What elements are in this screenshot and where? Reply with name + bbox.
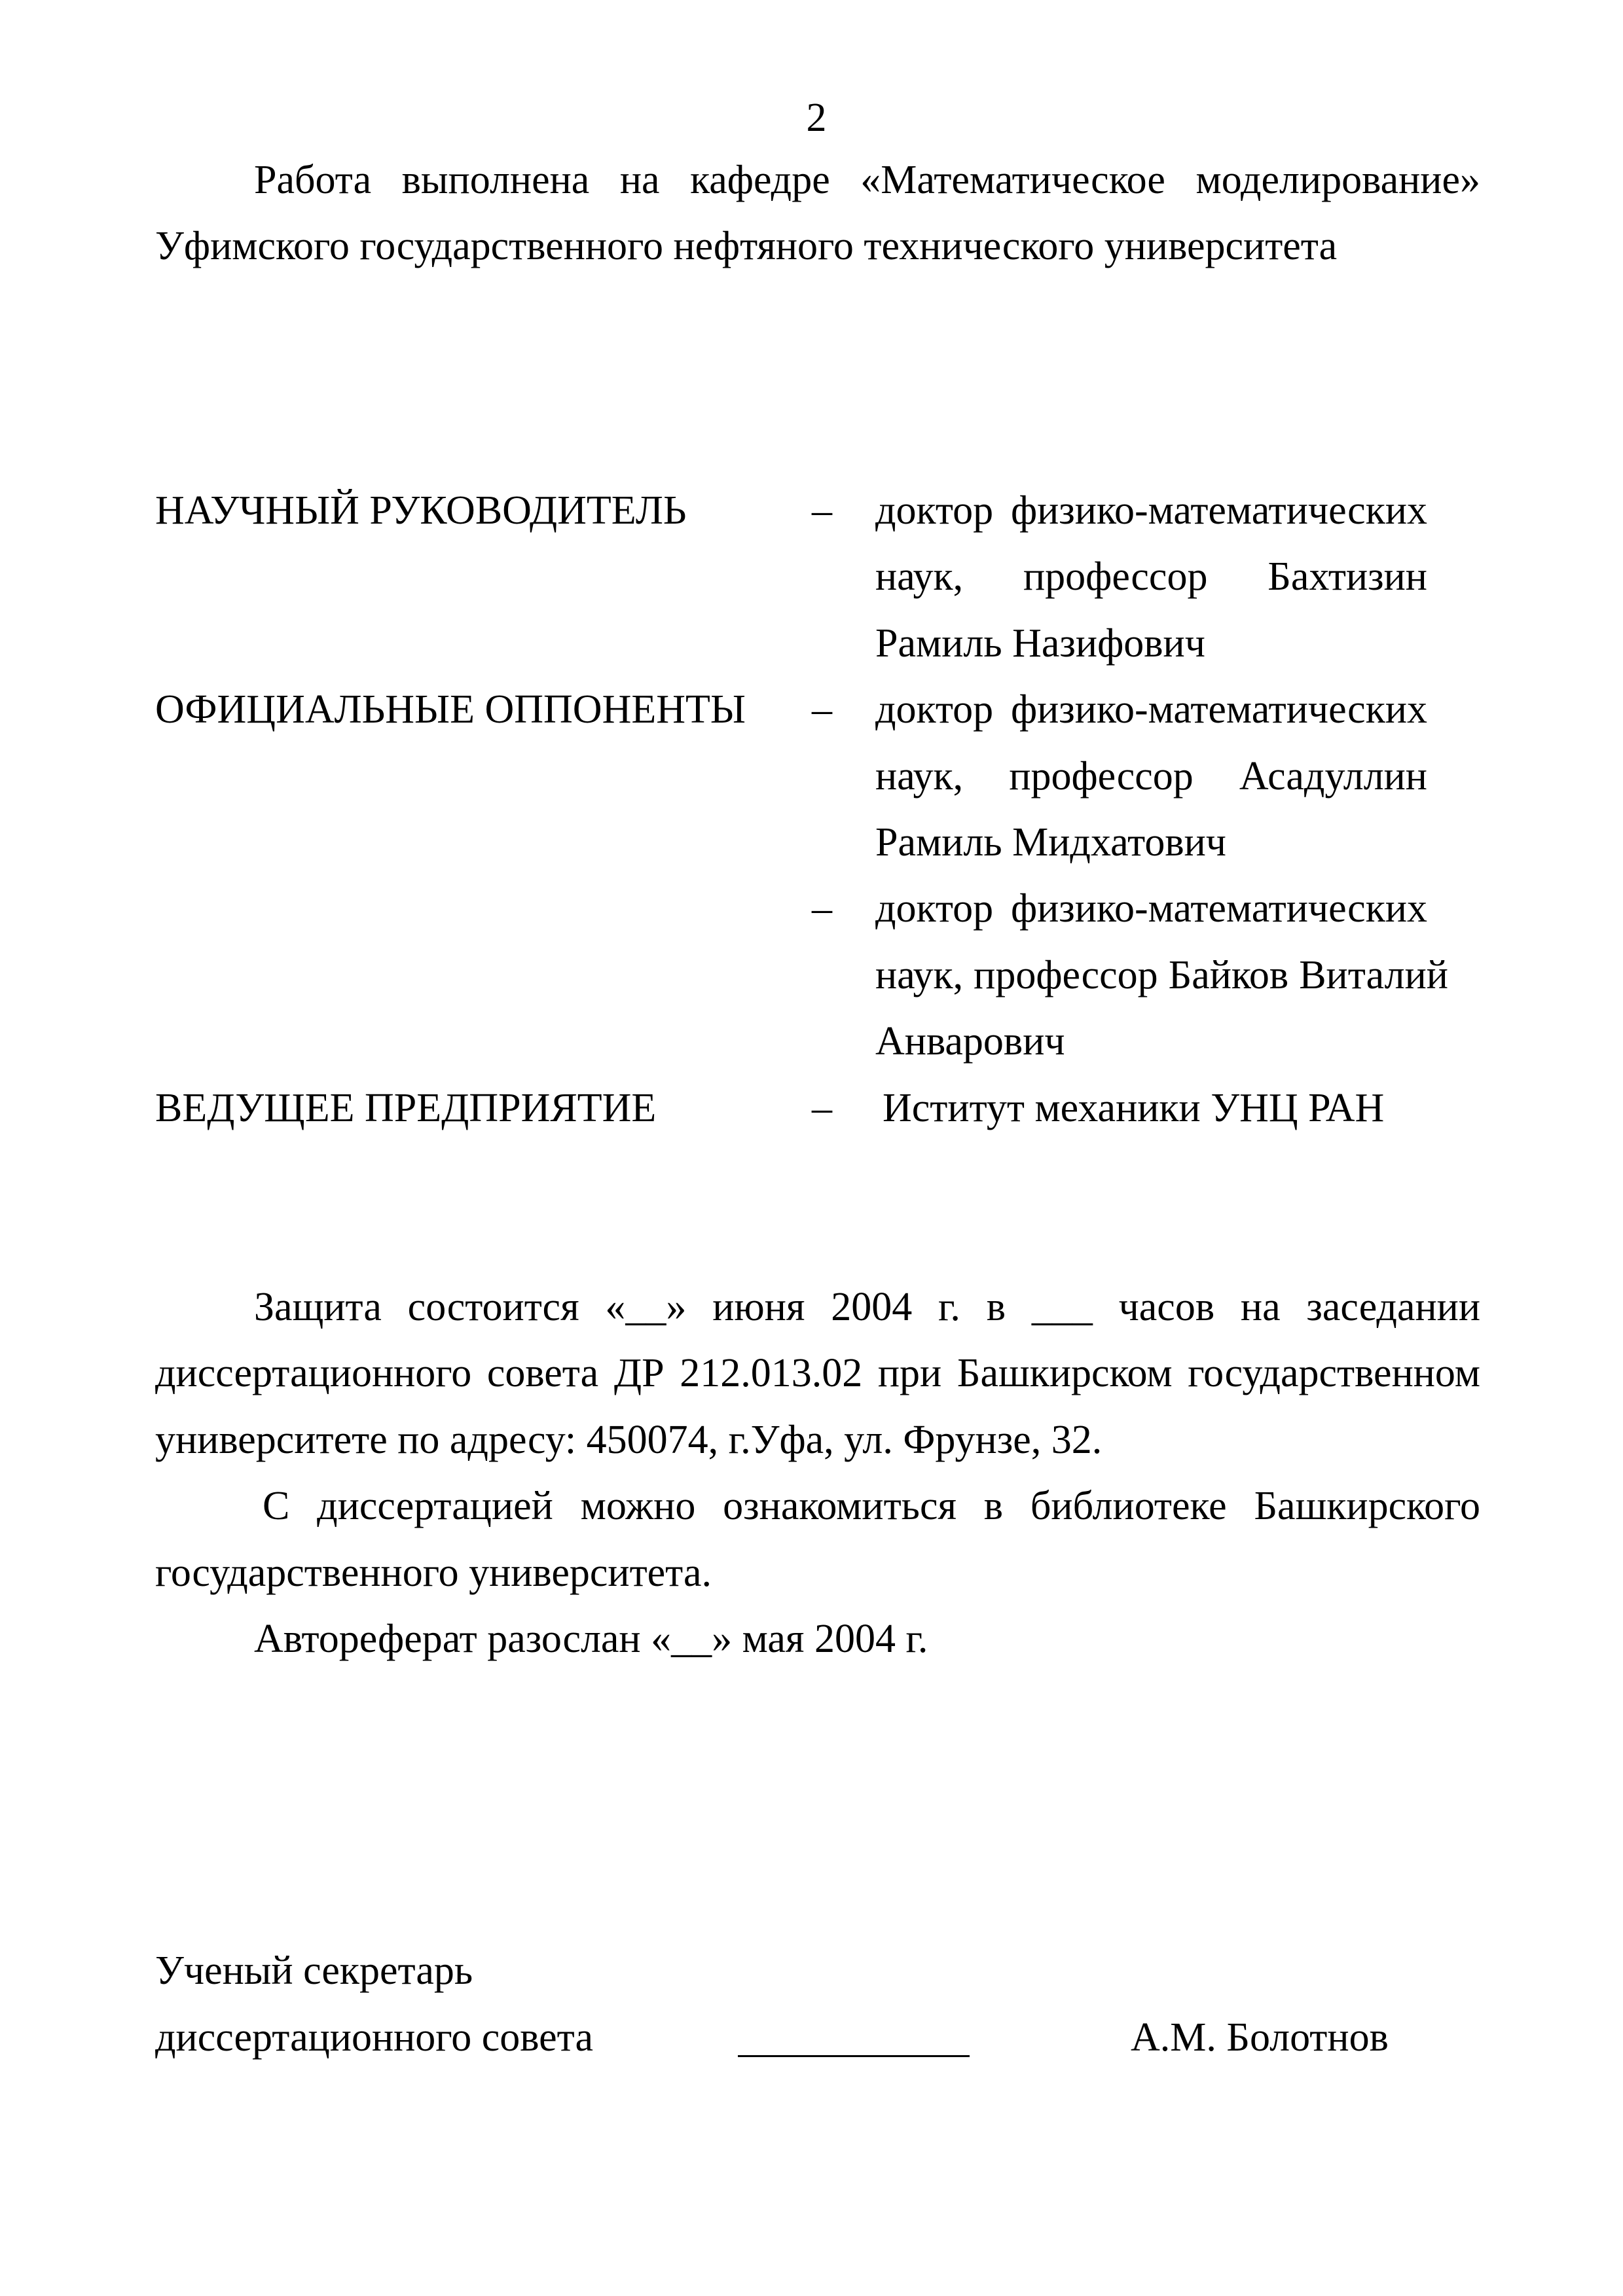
word: «Математическое — [860, 158, 1165, 202]
word: доктор — [875, 886, 994, 931]
intro-line-2: Уфимского государственного нефтяного технического университета — [155, 224, 1338, 268]
library-line-2: государственного университета. — [155, 1551, 712, 1595]
word: часов — [1118, 1285, 1215, 1329]
secretary-title-2: диссертационного совета — [155, 2015, 594, 2060]
word: Бахтизин — [1267, 554, 1427, 599]
dash: – — [812, 886, 832, 931]
word: 212.013.02 — [680, 1351, 863, 1395]
word: физико-математических — [1010, 886, 1427, 931]
word: Башкирском — [957, 1351, 1173, 1395]
word: «__» — [605, 1285, 687, 1329]
word: библиотеке — [1030, 1484, 1227, 1528]
defense-line-2 — [155, 1340, 1480, 1407]
word: С — [263, 1484, 290, 1528]
word: Байков — [1168, 953, 1289, 997]
word: ДР — [613, 1351, 665, 1395]
word: можно — [580, 1484, 696, 1528]
word: профессор — [1009, 754, 1194, 798]
leading-org-value: Иститут механики УНЦ РАН — [883, 1086, 1385, 1130]
word: моделирование» — [1195, 158, 1480, 202]
word: Башкирского — [1254, 1484, 1480, 1528]
mailed-date: Автореферат разослан «__» мая 2004 г. — [254, 1617, 928, 1661]
word: г. — [938, 1285, 960, 1329]
intro-line-1 — [254, 147, 1480, 213]
word: ___ — [1031, 1285, 1093, 1329]
page-number: 2 — [806, 96, 827, 140]
opponent2-line-3: Анварович — [875, 1019, 1065, 1064]
word: заседании — [1306, 1285, 1480, 1329]
word: доктор — [875, 687, 994, 732]
word: наук, — [875, 554, 964, 599]
word: профессор — [974, 953, 1158, 997]
word: профессор — [1023, 554, 1208, 599]
word: доктор — [875, 488, 994, 533]
leading-org-label: ВЕДУЩЕЕ ПРЕДПРИЯТИЕ — [155, 1086, 657, 1130]
word: при — [877, 1351, 942, 1395]
word: диссертацией — [317, 1484, 553, 1528]
dash: – — [812, 1086, 832, 1130]
dash: – — [812, 488, 832, 533]
secretary-name: А.М. Болотнов — [1131, 2015, 1389, 2060]
opponent1-line-3: Рамиль Мидхатович — [875, 820, 1226, 865]
opponents-label: ОФИЦИАЛЬНЫЕ ОППОНЕНТЫ — [155, 687, 746, 732]
word: наук, — [875, 754, 964, 798]
word: наук, — [875, 953, 964, 997]
word: Работа — [254, 158, 372, 202]
opponent1-line-2 — [875, 744, 1427, 810]
defense-line-1 — [254, 1274, 1480, 1340]
supervisor-line-3: Рамиль Назифович — [875, 621, 1205, 666]
word: кафедре — [690, 158, 830, 202]
word: Защита — [254, 1285, 382, 1329]
word: ознакомиться — [723, 1484, 957, 1528]
library-line-1 — [263, 1473, 1480, 1539]
word: на — [1240, 1285, 1281, 1329]
supervisor-line-1 — [875, 478, 1427, 544]
word: июня — [712, 1285, 805, 1329]
opponent2-line-2 — [875, 942, 1448, 1009]
secretary-title-1: Ученый секретарь — [155, 1948, 473, 1993]
word: физико-математических — [1010, 488, 1427, 533]
dash: – — [812, 687, 832, 732]
word: на — [619, 158, 660, 202]
word: Асадуллин — [1239, 754, 1427, 798]
word: в — [983, 1484, 1004, 1528]
word: физико-математических — [1010, 687, 1427, 732]
word: диссертационного — [155, 1351, 472, 1395]
word: Виталий — [1299, 953, 1448, 997]
defense-line-3: университете по адресу: 450074, г.Уфа, ул. Фрунзе, 32. — [155, 1418, 1103, 1462]
opponent1-line-1 — [875, 677, 1427, 743]
word: в — [986, 1285, 1006, 1329]
supervisor-label: НАУЧНЫЙ РУКОВОДИТЕЛЬ — [155, 488, 687, 533]
word: состоится — [407, 1285, 579, 1329]
signature-line — [738, 2055, 970, 2057]
word: выполнена — [401, 158, 590, 202]
word: государственном — [1188, 1351, 1480, 1395]
opponent2-line-1 — [875, 876, 1427, 942]
supervisor-line-2 — [875, 544, 1427, 610]
word: совета — [486, 1351, 599, 1395]
word: 2004 — [831, 1285, 913, 1329]
